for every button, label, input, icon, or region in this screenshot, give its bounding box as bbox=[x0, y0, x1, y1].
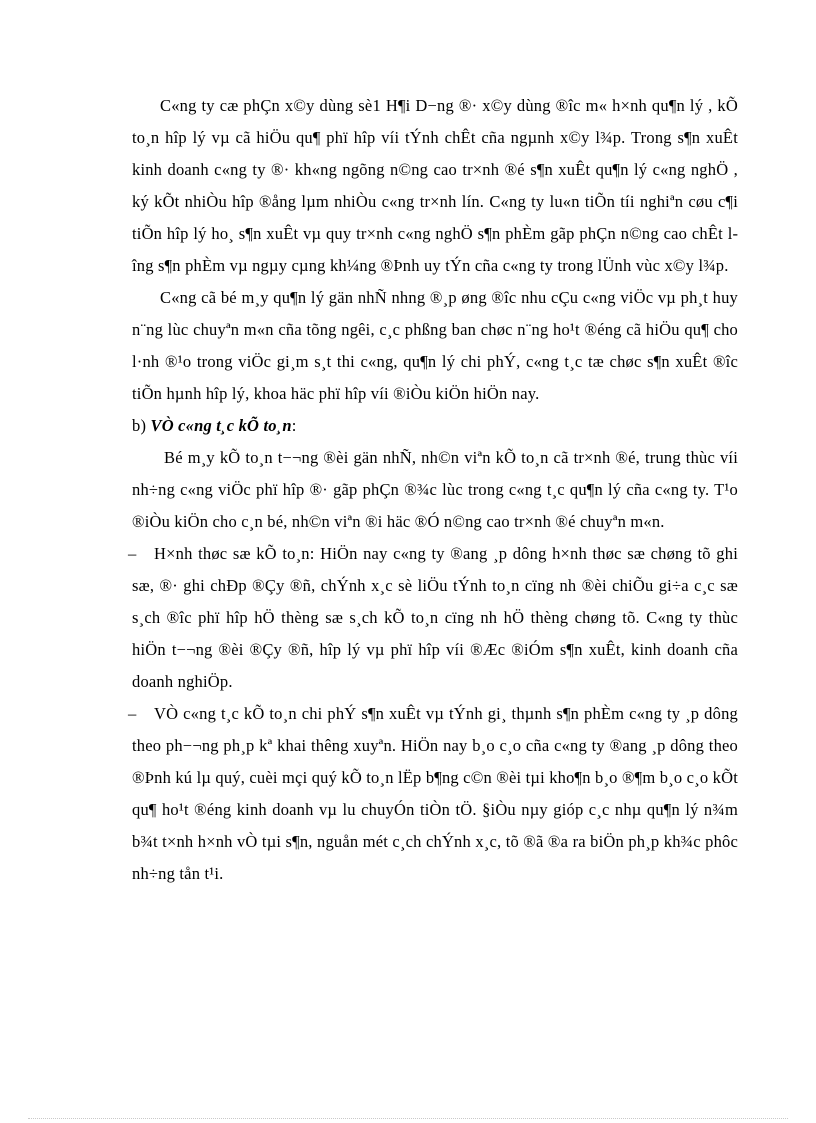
heading-prefix: b) bbox=[132, 416, 151, 435]
heading-suffix: : bbox=[291, 416, 297, 435]
bullet-text: H×nh thøc sæ kÕ to¸n: HiÖn nay c«ng ty ®ang ¸p dông h×nh thøc sæ chøng tõ ghi sæ, ®· ghi chÐp ®Çy ®ñ, chÝnh x¸c sè liÖu tÝnh to¸n cïng nh ®èi chiÕu gi÷a c¸c sæ s¸ch ®îc phï hîp hÖ thèng sæ s¸ch kÕ to¸n cïng nh hÖ thèng chøng tõ. C«ng ty thùc hiÖn t−¬ng ®èi ®Çy ®ñ, hîp lý vµ phï hîp víi ®Æc ®iÓm s¶n xuÊt, kinh doanh cña doanh nghiÖp. bbox=[132, 544, 738, 691]
dash-bullet: – bbox=[128, 704, 137, 723]
section-heading-accounting bbox=[132, 410, 738, 442]
page-bottom-rule bbox=[28, 1118, 788, 1119]
paragraph-company-management: C«ng ty cæ phÇn x©y dùng sè1 H¶i D−ng ®· x©y dùng ®îc m« h×nh qu¶n lý , kÕ to¸n hîp lý vµ cã hiÖu qu¶ phï hîp víi tÝnh chÊt cña ngµnh x©y l¾p. Trong s¶n xuÊt kinh doanh c«ng ty ®· kh«ng ngõng n©ng cao tr×nh ®é s¶n xuÊt qu¶n lý c«ng nghÖ , ký kÕt nhiÒu hîp ®ång lµm nhiÒu c«ng tr×nh lín. C«ng ty lu«n tiÕn tíi nghiªn cøu c¶i tiÕn hîp lý ho¸ s¶n xuÊt vµ quy tr×nh c«ng nghÖ s¶n phÈm gãp phÇn n©ng cao chÊt lîng s¶n phÈm vµ ngµy cµng kh¼ng ®Þnh uy tÝn cña c«ng ty trong lÜnh vùc x©y l¾p. bbox=[132, 96, 738, 275]
bullet-bookkeeping-form bbox=[128, 538, 738, 698]
heading-title: VÒ c«ng t¸c kÕ to¸n bbox=[150, 416, 292, 435]
paragraph-accounting-staff: Bé m¸y kÕ to¸n t−¬ng ®èi gän nhÑ, nh©n viªn kÕ to¸n cã tr×nh ®é, trung thùc víi nh÷ng c«ng viÖc phï hîp ®· gãp phÇn ®¾c lùc trong c«ng t¸c qu¶n lý cña c«ng ty. T¹o ®iÒu kiÖn cho c¸n bé, nh©n viªn ®i häc ®Ó n©ng cao tr×nh ®é chuyªn m«n. bbox=[132, 448, 738, 531]
body-text bbox=[128, 90, 738, 890]
bullet-text: VÒ c«ng t¸c kÕ to¸n chi phÝ s¶n xuÊt vµ tÝnh gi¸ thµnh s¶n phÈm c«ng ty ¸p dông theo ph−¬ng ph¸p kª khai thêng xuyªn. HiÖn nay b¸o c¸o cña c«ng ty ®ang ¸p dông theo ®Þnh kú lµ quý, cuèi mçi quý kÕ to¸n lËp b¶ng c©n ®èi tµi kho¶n b¸o ®¶m b¸o c¸o kÕt qu¶ ho¹t ®éng kinh doanh vµ lu chuyÓn tiÒn tÖ. §iÒu nµy gióp c¸c nhµ qu¶n lý n¾m b¾t t×nh h×nh vÒ tµi s¶n, nguån mét c¸ch chÝnh x¸c, tõ ®ã ®a ra biÖn ph¸p kh¾c phôc nh÷ng tån t¹i. bbox=[132, 704, 738, 883]
paragraph-organization: C«ng cã bé m¸y qu¶n lý gän nhÑ nhng ®¸p øng ®îc nhu cÇu c«ng viÖc vµ ph¸t huy n¨ng lùc chuyªn m«n cña tõng ngêi, c¸c phßng ban chøc n¨ng ho¹t ®éng cã hiÖu qu¶ cho l·nh ®¹o trong viÖc gi¸m s¸t thi c«ng, qu¶n lý chi phÝ, c«ng t¸c tæ chøc s¶n xuÊt ®îc tiÕn hµnh hîp lý, khoa häc phï hîp víi ®iÒu kiÖn hiÖn nay. bbox=[132, 288, 738, 403]
dash-bullet: – bbox=[128, 544, 137, 563]
bullet-cost-accounting bbox=[128, 698, 738, 890]
